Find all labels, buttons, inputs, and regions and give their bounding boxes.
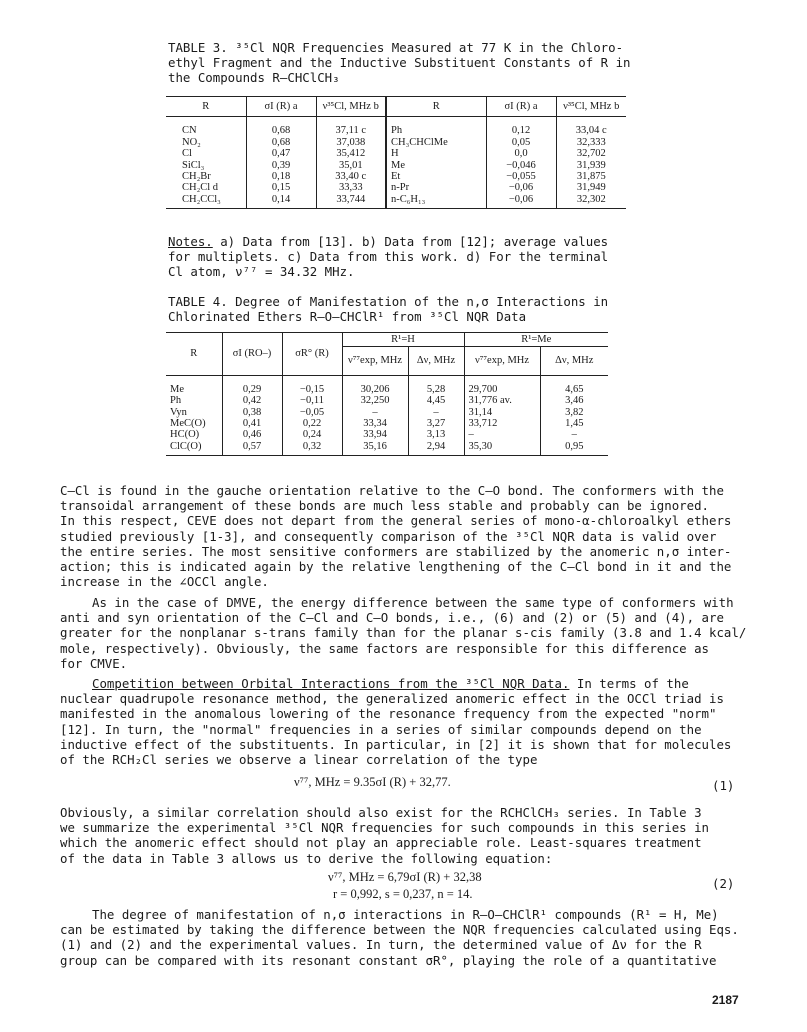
equation-1: ν⁷⁷, MHz = 9.35σI (R) + 32,77. [294,775,451,789]
table-cell: 0,29 0,42 0,38 0,41 0,46 0,57 [222,375,282,455]
text-line: studied previously [1-3], and consequently comparison of the ³⁵Cl NQR data is valid over [60,528,717,544]
table-cell: Ph CH₃CHClMe H Me Et n-Pr n-C₆H₁₃ [386,117,486,209]
col-header: R [166,333,222,376]
table-cell: Me Ph Vyn MeC(O) HC(O) ClC(O) [166,375,222,455]
text-line: (1) and (2) and the experimental values. In turn, the determined value of Δν for the R [60,937,702,953]
text-line: of the data in Table 3 allows us to derive the following equation: [60,850,553,866]
equation-2: ν⁷⁷, MHz = 6,79σI (R) + 32,38 [328,870,482,884]
caption-line: Chlorinated Ethers R—O—CHClR¹ from ³⁵Cl NQR Data [168,309,527,325]
notes-line: Cl atom, ν⁷⁷ = 34.32 MHz. [168,264,355,280]
text-line: [12]. In turn, the "normal" frequencies in a series of similar compounds depend on the [60,721,702,737]
text-line: nuclear quadrupole resonance method, the generalized anomeric effect in the OCCl triad is [60,691,724,707]
caption-line: the Compounds R—CHClCH₃ [168,70,340,86]
table-header-row [166,333,608,347]
text-line: greater for the nonplanar s-trans family than for the planar s-cis family (3.8 and 1.4 kcal/ [60,625,747,641]
col-header: R [386,97,486,117]
col-header: Δν, MHz [540,347,608,375]
table-cell: 33,04 c 32,333 32,702 31,939 31,875 31,949 32,302 [556,117,626,209]
table-cell: −0,15 −0,11 −0,05 0,22 0,24 0,32 [282,375,342,455]
section-heading: Competition between Orbital Interactions from the ³⁵Cl NQR Data. [92,676,570,691]
text-line: C–Cl is found in the gauche orientation relative to the C–O bond. The conformers with the [60,483,724,498]
table-cell: 0,12 0,05 0,0 −0,046 −0,055 −0,06 −0,06 [486,117,556,209]
table3-notes [168,234,638,280]
group-header: R¹=H [342,333,464,347]
table-cell: 30,206 32,250 – 33,34 33,94 35,16 [342,375,408,455]
notes-line: for multiplets. c) Data from this work. d) For the terminal [168,249,609,265]
text-line: inductive effect of the substituents. In particular, in [2] it is shown that for molecules [60,736,732,752]
col-header: ν³⁵Cl, MHz b [556,97,626,117]
text-line: In this respect, CEVE does not depart from the general series of mono-α-chloroalkyl ethers [60,513,732,529]
text-line: action; this is indicated again by the relative lengthening of the C–Cl bond in it and the [60,559,732,575]
text-line: we summarize the experimental ³⁵Cl NQR frequencies for such compounds in this series in [60,820,710,836]
text-line: transoidal arrangement of these bonds are much less stable and probably can be ignored. [60,498,710,514]
text-span: In terms of the [569,676,689,691]
table-cell: 5,28 4,45 – 3,27 3,13 2,94 [408,375,464,455]
text-line: anti and syn orientation of the C–Cl and C–O bonds, i.e., (6) and (2) or (5) and (4), are [60,610,724,626]
page-number: 2187 [712,993,739,1007]
col-header: ν³⁵Cl, MHz b [316,97,386,117]
table-cell: 37,11 c 37,038 35,412 35,01 33,40 c 33,33 33,744 [316,117,386,209]
table4-caption [168,294,638,324]
table-header-row [166,97,626,117]
table3-caption [168,40,638,86]
text-line: group can be compared with its resonant constant σR°, playing the role of a quantitative [60,952,717,968]
text-line: can be estimated by taking the difference between the NQR frequencies calculated using Eqs. [60,922,739,938]
paragraph [60,805,750,866]
text-line: Obviously, a similar correlation should also exist for the RCHClCH₃ series. In Table 3 [60,805,702,820]
table-cell: 29,700 31,776 av. 31,14 33,712 – 35,30 [464,375,540,455]
table-cell: CN NO₂ Cl SiCl₃ CH₂Br CH₂Cl d CH₂CCl₃ [166,117,246,209]
paragraph [60,676,750,767]
notes-text: a) Data from [13]. b) Data from [12]; average values [212,234,609,249]
table-row [166,375,608,455]
group-header: R¹=Me [464,333,608,347]
col-header: σI (R) a [246,97,316,117]
equation-number: (2) [712,876,735,891]
text-line: As in the case of DMVE, the energy difference between the same type of conformers with [92,595,734,610]
col-header: Δν, MHz [408,347,464,375]
col-header: σR° (R) [282,333,342,376]
paragraph [60,483,750,589]
notes-line [168,234,638,249]
caption-line: TABLE 4. Degree of Manifestation of the n,σ Interactions in [168,294,609,309]
caption-line: TABLE 3. ³⁵Cl NQR Frequencies Measured at 77 K in the Chloro- [168,40,624,55]
equation-number: (1) [712,778,735,793]
table-cell: 4,65 3,46 3,82 1,45 – 0,95 [540,375,608,455]
text-line: mole, respectively). Obviously, the same factors are responsible for this difference as [60,640,710,656]
table3 [166,96,626,209]
col-header: σI (R) a [486,97,556,117]
col-header: ν⁷⁷exp, MHz [342,347,408,375]
text-line: manifested in the anomalous lowering of the resonance frequency from the expected "norm" [60,706,717,722]
table4 [166,332,608,456]
paragraph [60,907,750,968]
paragraph [60,595,750,671]
col-header: R [166,97,246,117]
table-cell: 0,68 0,68 0,47 0,39 0,18 0,15 0,14 [246,117,316,209]
text-line: increase in the ∠OCCl angle. [60,574,269,590]
caption-line: ethyl Fragment and the Inductive Substituent Constants of R in [168,55,631,71]
text-line: the entire series. The most sensitive conformers are stabilized by the anomeric n,σ inter- [60,543,732,559]
col-header: ν⁷⁷exp, MHz [464,347,540,375]
col-header: σI (RO–) [222,333,282,376]
text-line [60,676,750,691]
equation-2-stats: r = 0,992, s = 0,237, n = 14. [333,887,473,901]
text-line: which the anomeric effect should not play an appreciable role. Least-squares treatment [60,835,702,851]
notes-label: Notes. [168,234,213,249]
table-row [166,117,626,209]
text-line: for CMVE. [60,655,128,671]
text-line: The degree of manifestation of n,σ interactions in R—O—CHClR¹ compounds (R¹ = H, Me) [92,907,719,922]
text-line: of the RCH₂Cl series we observe a linear correlation of the type [60,752,538,768]
